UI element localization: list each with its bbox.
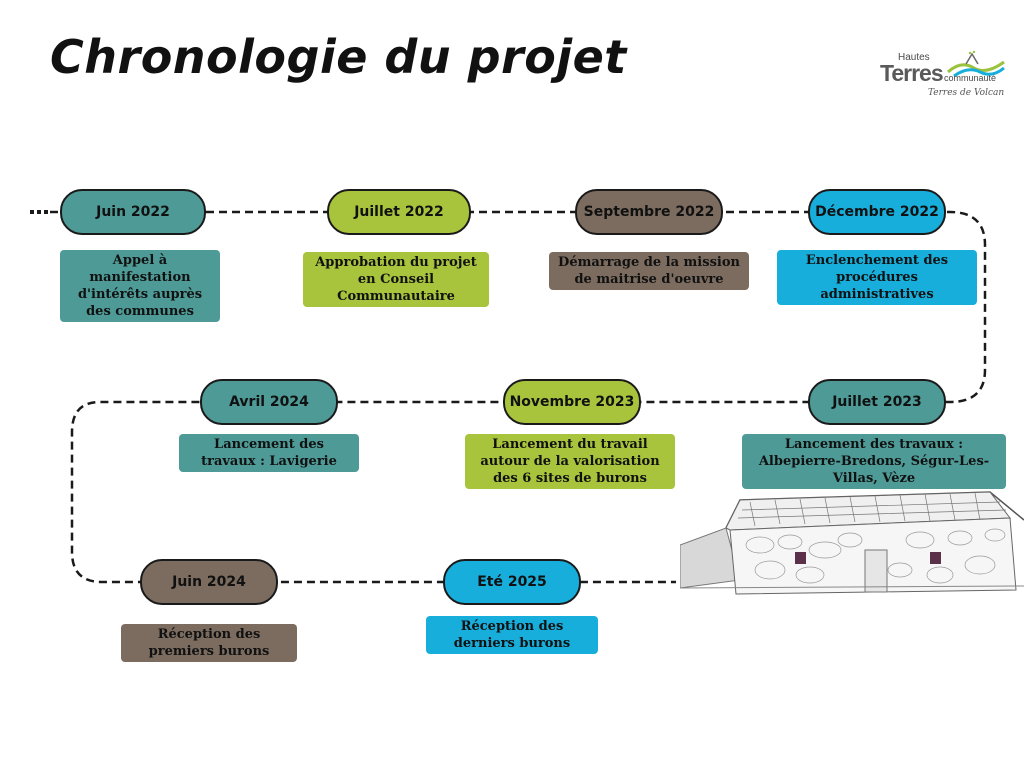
milestone-description-2: Approbation du projet en Conseil Communautaire bbox=[303, 252, 489, 307]
milestone-description-7: Lancement des travaux : Lavigerie bbox=[179, 434, 359, 472]
milestone-date-4: Décembre 2022 bbox=[808, 189, 946, 235]
milestone-date-6: Novembre 2023 bbox=[503, 379, 641, 425]
logo-line-1: Hautes bbox=[898, 52, 930, 63]
milestone-description-9: Réception des derniers burons bbox=[426, 616, 598, 654]
milestone-date-1: Juin 2022 bbox=[60, 189, 206, 235]
milestone-date-9: Eté 2025 bbox=[443, 559, 581, 605]
milestone-description-3: Démarrage de la mission de maitrise d'oeuvre bbox=[549, 252, 749, 290]
logo-line-2: Terres bbox=[880, 60, 943, 86]
milestone-date-5: Juillet 2023 bbox=[808, 379, 946, 425]
buron-illustration-icon bbox=[680, 490, 1024, 596]
milestone-date-2: Juillet 2022 bbox=[327, 189, 471, 235]
milestone-date-7: Avril 2024 bbox=[200, 379, 338, 425]
milestone-description-6: Lancement du travail autour de la valorisation des 6 sites de burons bbox=[465, 434, 675, 489]
milestone-description-4: Enclenchement des procédures administratives bbox=[777, 250, 977, 305]
page-title: Chronologie du projet bbox=[50, 30, 627, 84]
logo-line-4: Terres de Volcan bbox=[928, 88, 1005, 98]
milestone-date-8: Juin 2024 bbox=[140, 559, 278, 605]
milestone-description-5: Lancement des travaux : Albepierre-Bredons, Ségur-Les-Villas, Vèze bbox=[742, 434, 1006, 489]
logo-line-3: communauté bbox=[944, 73, 997, 83]
buron-sketch bbox=[680, 490, 1024, 596]
milestone-description-8: Réception des premiers burons bbox=[121, 624, 297, 662]
milestone-date-3: Septembre 2022 bbox=[575, 189, 723, 235]
milestone-description-1: Appel à manifestation d'intérêts auprès des communes bbox=[60, 250, 220, 322]
